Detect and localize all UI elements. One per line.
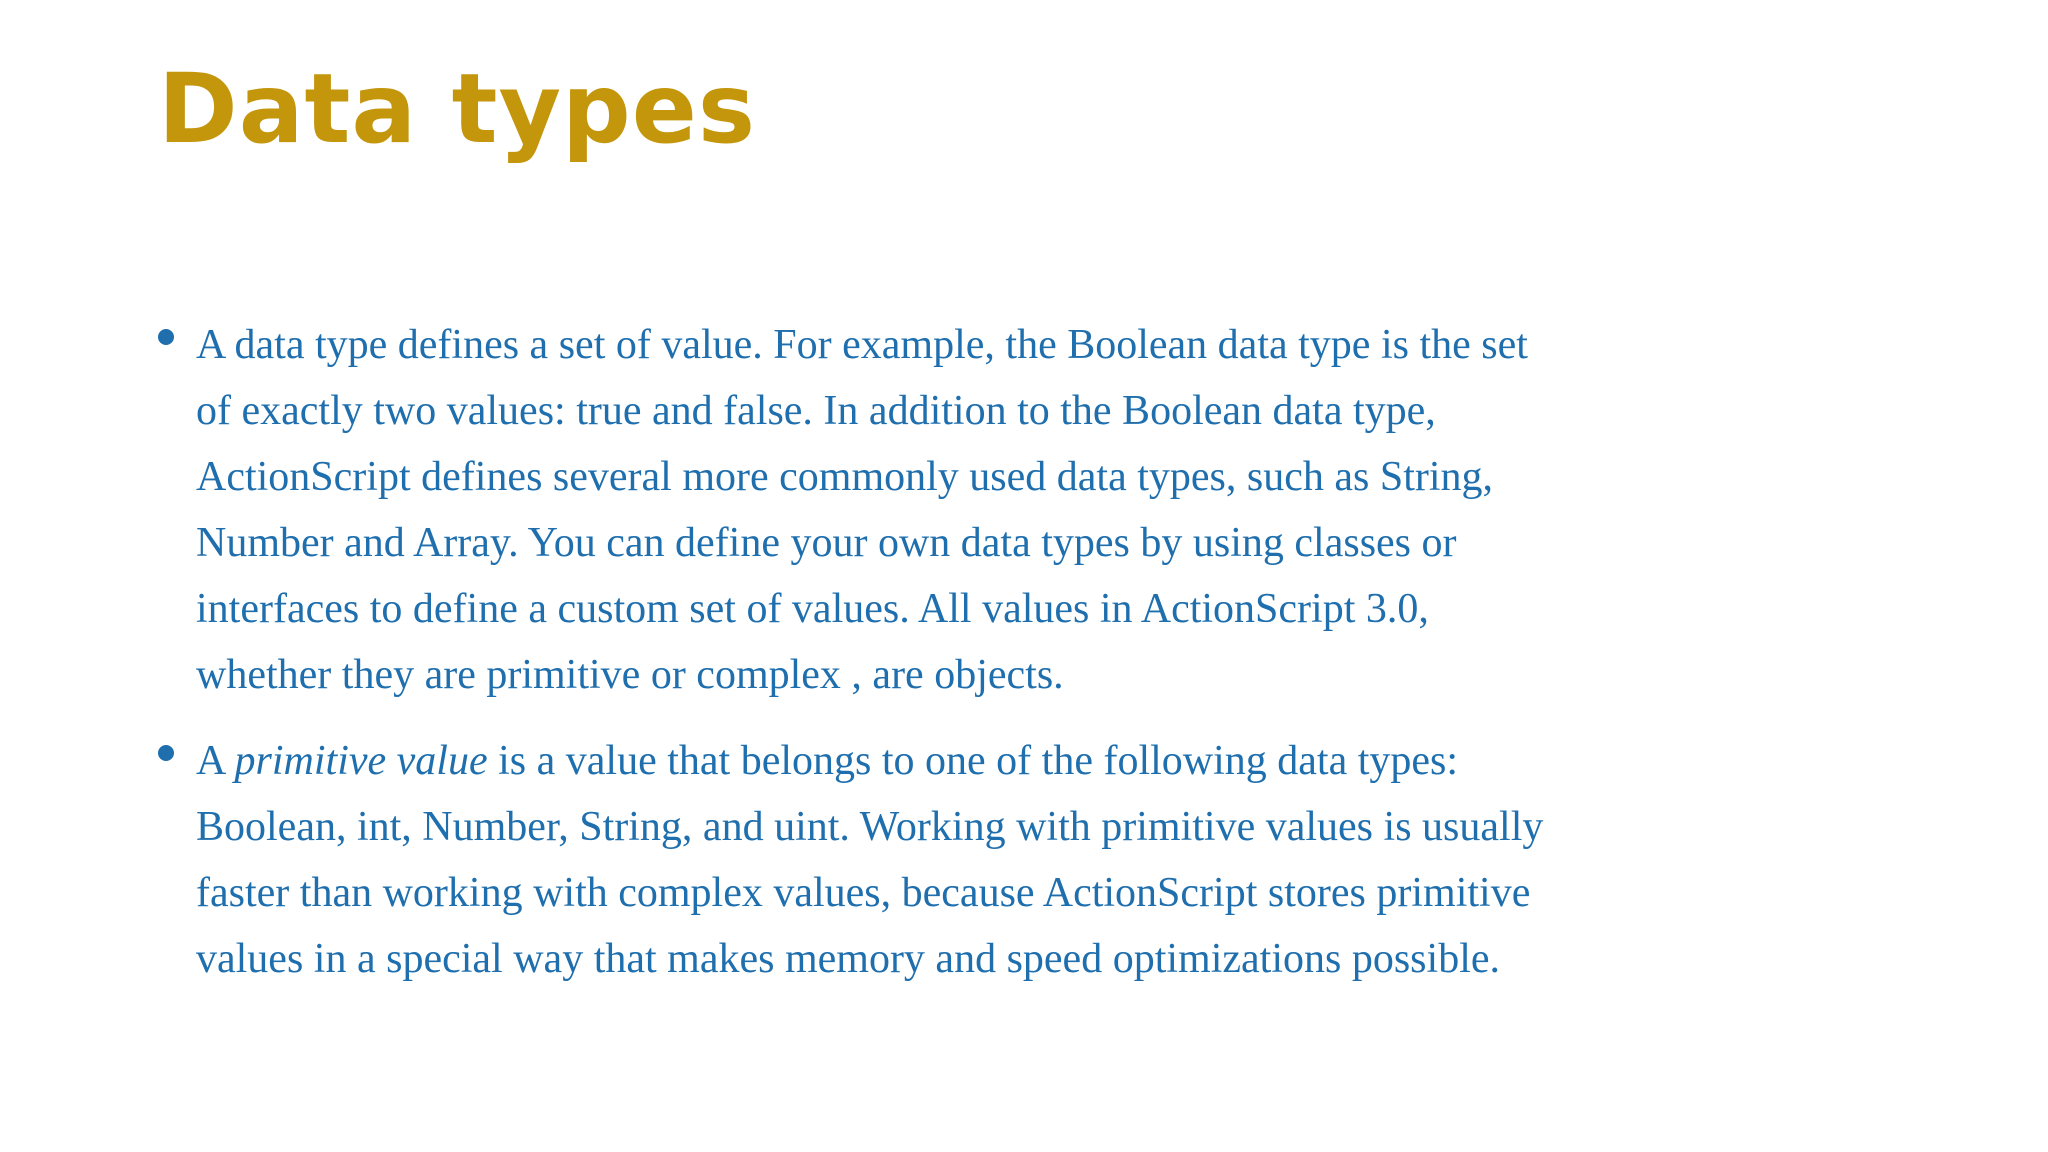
bullet-text-line: Number and Array. You can define your own data types by using classes or (196, 520, 1457, 566)
bullet-text-line: Boolean, int, Number, String, and uint. Working with primitive values is usually (196, 804, 1544, 850)
bullet-dot-icon (158, 745, 174, 761)
bullet-text-line: of exactly two values: true and false. In addition to the Boolean data type, (196, 388, 1436, 434)
bullet-text-line: faster than working with complex values, because ActionScript stores primitive (196, 870, 1531, 916)
bullet-text-line (196, 728, 1678, 794)
bullet-text-line: A data type defines a set of value. For example, the Boolean data type is the set (196, 322, 1528, 368)
bullet-item-primitive-value (158, 728, 1678, 992)
bullet-text-line: whether they are primitive or complex , are objects. (196, 652, 1064, 698)
emphasized-term: primitive value (234, 738, 488, 784)
bullet-text-prefix: A (196, 738, 235, 784)
slide-title: Data types (158, 53, 756, 165)
bullet-list (158, 312, 1678, 1012)
bullet-text-line: ActionScript defines several more commonly used data types, such as String, (196, 454, 1494, 500)
bullet-item-data-type-definition (158, 312, 1678, 708)
bullet-dot-icon (158, 329, 174, 345)
bullet-text-suffix: is a value that belongs to one of the following data types: (487, 738, 1459, 784)
bullet-text-line: interfaces to define a custom set of values. All values in ActionScript 3.0, (196, 586, 1429, 632)
bullet-text-line: values in a special way that makes memory and speed optimizations possible. (196, 936, 1501, 982)
